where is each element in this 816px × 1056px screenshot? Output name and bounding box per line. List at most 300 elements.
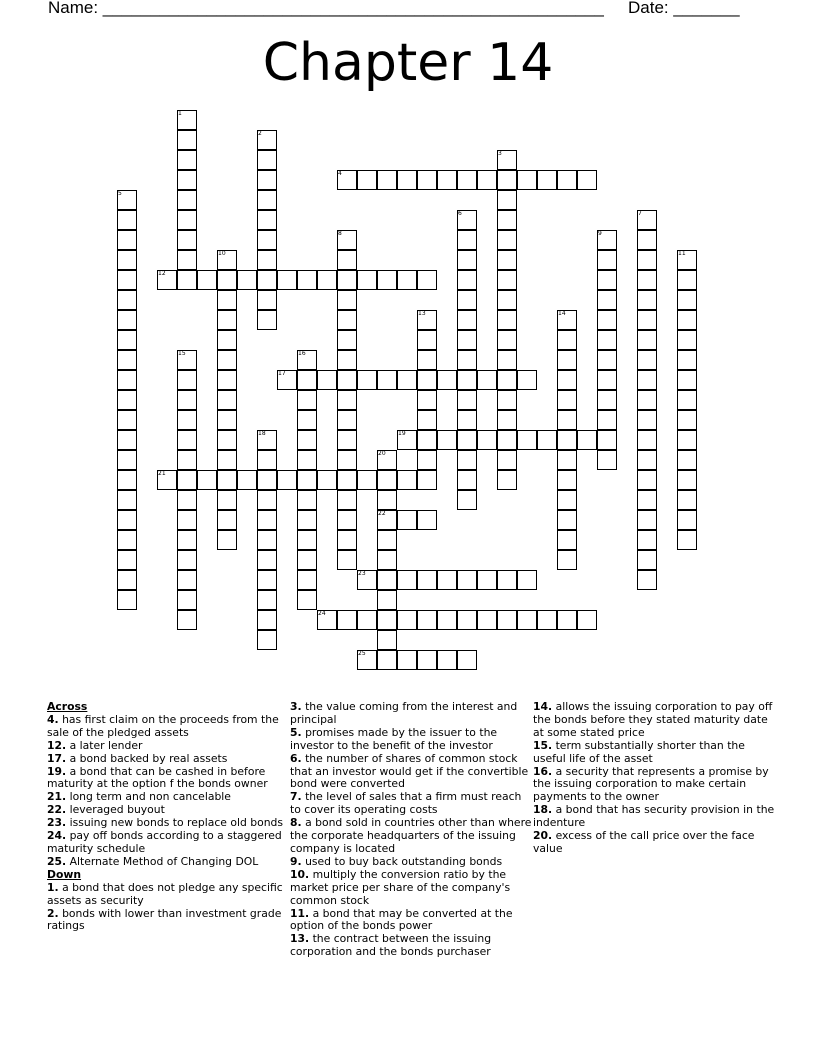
grid-cell[interactable] (257, 310, 277, 330)
grid-cell[interactable] (317, 610, 337, 630)
grid-cell[interactable] (277, 470, 297, 490)
grid-cell[interactable] (317, 270, 337, 290)
grid-cell[interactable] (417, 270, 437, 290)
grid-cell[interactable] (337, 270, 357, 290)
grid-cell[interactable] (457, 650, 477, 670)
grid-cell[interactable] (397, 610, 417, 630)
grid-cell[interactable] (497, 290, 517, 310)
grid-cell[interactable] (117, 590, 137, 610)
grid-cell[interactable] (257, 130, 277, 150)
grid-cell[interactable] (677, 510, 697, 530)
grid-cell[interactable] (637, 310, 657, 330)
grid-cell[interactable] (377, 610, 397, 630)
grid-cell[interactable] (177, 610, 197, 630)
grid-cell[interactable] (337, 310, 357, 330)
grid-cell[interactable] (677, 430, 697, 450)
grid-cell[interactable] (217, 330, 237, 350)
grid-cell[interactable] (637, 470, 657, 490)
grid-cell[interactable] (117, 530, 137, 550)
grid-cell[interactable] (297, 450, 317, 470)
grid-cell[interactable] (117, 470, 137, 490)
grid-cell[interactable] (177, 570, 197, 590)
grid-cell[interactable] (637, 230, 657, 250)
grid-cell[interactable] (317, 470, 337, 490)
grid-cell[interactable] (297, 590, 317, 610)
grid-cell[interactable] (297, 530, 317, 550)
grid-cell[interactable] (497, 150, 517, 170)
grid-cell[interactable] (597, 270, 617, 290)
grid-cell[interactable] (457, 290, 477, 310)
grid-cell[interactable] (517, 570, 537, 590)
grid-cell[interactable] (337, 170, 357, 190)
clue-number: 9. (290, 854, 302, 868)
grid-cell[interactable] (557, 530, 577, 550)
clue-number: 18. (533, 803, 553, 817)
grid-cell[interactable] (597, 410, 617, 430)
grid-cell[interactable] (497, 570, 517, 590)
grid-cell[interactable] (497, 250, 517, 270)
grid-cell[interactable] (117, 270, 137, 290)
grid-cell[interactable] (417, 510, 437, 530)
grid-cell[interactable] (177, 190, 197, 210)
grid-cell[interactable] (597, 350, 617, 370)
clue-number-label: 10 (218, 250, 226, 257)
grid-cell[interactable] (217, 350, 237, 370)
grid-cell[interactable] (397, 270, 417, 290)
grid-cell[interactable] (417, 450, 437, 470)
grid-cell[interactable] (677, 410, 697, 430)
grid-cell[interactable] (457, 210, 477, 230)
grid-cell[interactable] (297, 550, 317, 570)
grid-cell[interactable] (557, 390, 577, 410)
grid-cell[interactable] (297, 570, 317, 590)
grid-cell[interactable] (117, 570, 137, 590)
grid-cell[interactable] (557, 510, 577, 530)
grid-cell[interactable] (377, 550, 397, 570)
grid-cell[interactable] (637, 570, 657, 590)
grid-cell[interactable] (557, 550, 577, 570)
grid-cell[interactable] (497, 330, 517, 350)
grid-cell[interactable] (357, 470, 377, 490)
grid-cell[interactable] (677, 310, 697, 330)
grid-cell[interactable] (257, 550, 277, 570)
grid-cell[interactable] (217, 450, 237, 470)
grid-cell[interactable] (257, 270, 277, 290)
grid-cell[interactable] (397, 370, 417, 390)
grid-cell[interactable] (597, 290, 617, 310)
grid-cell[interactable] (237, 270, 257, 290)
grid-cell[interactable] (337, 550, 357, 570)
grid-cell[interactable] (497, 230, 517, 250)
grid-cell[interactable] (557, 610, 577, 630)
grid-cell[interactable] (637, 250, 657, 270)
grid-cell[interactable] (597, 450, 617, 470)
grid-cell[interactable] (477, 570, 497, 590)
grid-cell[interactable] (337, 290, 357, 310)
grid-cell[interactable] (397, 510, 417, 530)
grid-cell[interactable] (457, 270, 477, 290)
grid-cell[interactable] (577, 430, 597, 450)
grid-cell[interactable] (677, 470, 697, 490)
grid-cell[interactable] (597, 390, 617, 410)
grid-cell[interactable] (177, 270, 197, 290)
grid-cell[interactable] (117, 250, 137, 270)
grid-cell[interactable] (477, 610, 497, 630)
grid-cell[interactable] (117, 190, 137, 210)
grid-cell[interactable] (177, 130, 197, 150)
grid-cell[interactable] (377, 650, 397, 670)
grid-cell[interactable] (257, 530, 277, 550)
grid-cell[interactable] (177, 390, 197, 410)
grid-cell[interactable] (177, 250, 197, 270)
grid-cell[interactable] (337, 490, 357, 510)
grid-cell[interactable] (297, 350, 317, 370)
grid-cell[interactable] (637, 330, 657, 350)
grid-cell[interactable] (217, 370, 237, 390)
grid-cell[interactable] (217, 490, 237, 510)
grid-cell[interactable] (477, 370, 497, 390)
grid-cell[interactable] (597, 330, 617, 350)
grid-cell[interactable] (417, 410, 437, 430)
grid-cell[interactable] (177, 170, 197, 190)
grid-cell[interactable] (457, 250, 477, 270)
grid-cell[interactable] (117, 310, 137, 330)
grid-cell[interactable] (377, 450, 397, 470)
grid-cell[interactable] (417, 330, 437, 350)
grid-cell[interactable] (297, 390, 317, 410)
grid-cell[interactable] (497, 610, 517, 630)
grid-cell[interactable] (577, 170, 597, 190)
grid-cell[interactable] (637, 510, 657, 530)
grid-cell[interactable] (117, 490, 137, 510)
grid-cell[interactable] (457, 390, 477, 410)
grid-cell[interactable] (497, 170, 517, 190)
clue-text: a later lender (69, 738, 143, 752)
grid-cell[interactable] (417, 610, 437, 630)
grid-cell[interactable] (217, 510, 237, 530)
grid-cell[interactable] (677, 490, 697, 510)
grid-cell[interactable] (457, 230, 477, 250)
grid-cell[interactable] (257, 490, 277, 510)
grid-cell[interactable] (637, 210, 657, 230)
grid-cell[interactable] (637, 550, 657, 570)
clue-text: a security that represents a promise by the issuing corporation to make certain payments to the owner (533, 764, 769, 804)
grid-cell[interactable] (177, 470, 197, 490)
grid-cell[interactable] (557, 170, 577, 190)
grid-cell[interactable] (217, 530, 237, 550)
grid-cell[interactable] (337, 430, 357, 450)
grid-cell[interactable] (217, 310, 237, 330)
grid-cell[interactable] (377, 590, 397, 610)
grid-cell[interactable] (217, 470, 237, 490)
grid-cell[interactable] (337, 450, 357, 470)
grid-cell[interactable] (637, 410, 657, 430)
grid-cell[interactable] (677, 530, 697, 550)
grid-cell[interactable] (177, 230, 197, 250)
grid-cell[interactable] (117, 410, 137, 430)
grid-cell[interactable] (557, 410, 577, 430)
grid-cell[interactable] (257, 190, 277, 210)
grid-cell[interactable] (437, 650, 457, 670)
grid-cell[interactable] (377, 530, 397, 550)
grid-cell[interactable] (317, 370, 337, 390)
grid-cell[interactable] (677, 370, 697, 390)
grid-cell[interactable] (297, 410, 317, 430)
grid-cell[interactable] (257, 290, 277, 310)
grid-cell[interactable] (637, 270, 657, 290)
grid-cell[interactable] (117, 210, 137, 230)
grid-cell[interactable] (637, 490, 657, 510)
grid-cell[interactable] (457, 490, 477, 510)
grid-cell[interactable] (457, 430, 477, 450)
grid-cell[interactable] (637, 370, 657, 390)
grid-cell[interactable] (517, 370, 537, 390)
grid-cell[interactable] (437, 570, 457, 590)
grid-cell[interactable] (337, 230, 357, 250)
grid-cell[interactable] (177, 490, 197, 510)
grid-cell[interactable] (337, 330, 357, 350)
grid-cell[interactable] (457, 350, 477, 370)
grid-cell[interactable] (477, 430, 497, 450)
grid-cell[interactable] (457, 450, 477, 470)
grid-cell[interactable] (357, 170, 377, 190)
grid-cell[interactable] (557, 490, 577, 510)
grid-cell[interactable] (557, 310, 577, 330)
grid-cell[interactable] (677, 270, 697, 290)
grid-cell[interactable] (257, 430, 277, 450)
grid-cell[interactable] (257, 610, 277, 630)
grid-cell[interactable] (417, 570, 437, 590)
grid-cell[interactable] (117, 330, 137, 350)
grid-cell[interactable] (177, 110, 197, 130)
grid-cell[interactable] (457, 310, 477, 330)
grid-cell[interactable] (177, 430, 197, 450)
grid-cell[interactable] (557, 470, 577, 490)
grid-cell[interactable] (237, 470, 257, 490)
grid-cell[interactable] (457, 330, 477, 350)
grid-cell[interactable] (117, 450, 137, 470)
grid-cell[interactable] (217, 430, 237, 450)
grid-cell[interactable] (417, 370, 437, 390)
grid-cell[interactable] (637, 530, 657, 550)
grid-cell[interactable] (177, 450, 197, 470)
grid-cell[interactable] (377, 470, 397, 490)
grid-cell[interactable] (437, 610, 457, 630)
grid-cell[interactable] (417, 310, 437, 330)
grid-cell[interactable] (497, 370, 517, 390)
grid-cell[interactable] (377, 490, 397, 510)
grid-cell[interactable] (517, 430, 537, 450)
grid-cell[interactable] (337, 510, 357, 530)
grid-cell[interactable] (537, 610, 557, 630)
grid-cell[interactable] (257, 450, 277, 470)
grid-cell[interactable] (257, 570, 277, 590)
grid-cell[interactable] (497, 310, 517, 330)
grid-cell[interactable] (217, 290, 237, 310)
grid-cell[interactable] (577, 610, 597, 630)
grid-cell[interactable] (177, 410, 197, 430)
grid-cell[interactable] (377, 630, 397, 650)
grid-cell[interactable] (277, 370, 297, 390)
grid-cell[interactable] (597, 250, 617, 270)
grid-cell[interactable] (497, 390, 517, 410)
grid-cell[interactable] (397, 430, 417, 450)
grid-cell[interactable] (557, 350, 577, 370)
grid-cell[interactable] (637, 390, 657, 410)
grid-cell[interactable] (117, 430, 137, 450)
grid-cell[interactable] (537, 430, 557, 450)
grid-cell[interactable] (297, 430, 317, 450)
grid-cell[interactable] (217, 390, 237, 410)
grid-cell[interactable] (277, 270, 297, 290)
grid-cell[interactable] (397, 650, 417, 670)
grid-cell[interactable] (297, 470, 317, 490)
grid-cell[interactable] (597, 370, 617, 390)
grid-cell[interactable] (257, 510, 277, 530)
grid-cell[interactable] (257, 590, 277, 610)
grid-cell[interactable] (637, 430, 657, 450)
grid-cell[interactable] (377, 570, 397, 590)
grid-cell[interactable] (177, 370, 197, 390)
grid-cell[interactable] (177, 530, 197, 550)
grid-cell[interactable] (257, 630, 277, 650)
grid-cell[interactable] (177, 550, 197, 570)
grid-cell[interactable] (117, 390, 137, 410)
grid-cell[interactable] (417, 390, 437, 410)
grid-cell[interactable] (357, 610, 377, 630)
grid-cell[interactable] (337, 250, 357, 270)
grid-cell[interactable] (177, 350, 197, 370)
grid-cell[interactable] (297, 270, 317, 290)
grid-cell[interactable] (557, 450, 577, 470)
grid-cell[interactable] (257, 470, 277, 490)
grid-cell[interactable] (337, 530, 357, 550)
grid-cell[interactable] (557, 430, 577, 450)
grid-cell[interactable] (597, 310, 617, 330)
grid-cell[interactable] (497, 270, 517, 290)
grid-cell[interactable] (377, 170, 397, 190)
grid-cell[interactable] (117, 550, 137, 570)
grid-cell[interactable] (637, 450, 657, 470)
grid-cell[interactable] (297, 490, 317, 510)
grid-cell[interactable] (497, 470, 517, 490)
grid-cell[interactable] (457, 570, 477, 590)
grid-cell[interactable] (417, 470, 437, 490)
grid-cell[interactable] (417, 350, 437, 370)
grid-cell[interactable] (157, 270, 177, 290)
grid-cell[interactable] (437, 370, 457, 390)
grid-cell[interactable] (337, 610, 357, 630)
grid-cell[interactable] (297, 370, 317, 390)
grid-cell[interactable] (117, 370, 137, 390)
grid-cell[interactable] (677, 350, 697, 370)
grid-cell[interactable] (497, 430, 517, 450)
grid-cell[interactable] (497, 450, 517, 470)
grid-cell[interactable] (177, 590, 197, 610)
grid-cell[interactable] (517, 610, 537, 630)
grid-cell[interactable] (177, 150, 197, 170)
grid-cell[interactable] (257, 250, 277, 270)
grid-cell[interactable] (457, 170, 477, 190)
grid-cell[interactable] (337, 470, 357, 490)
grid-cell[interactable] (597, 430, 617, 450)
grid-cell[interactable] (217, 270, 237, 290)
grid-cell[interactable] (397, 570, 417, 590)
grid-cell[interactable] (497, 410, 517, 430)
grid-cell[interactable] (177, 210, 197, 230)
grid-cell[interactable] (397, 470, 417, 490)
grid-cell[interactable] (257, 150, 277, 170)
grid-cell[interactable] (377, 370, 397, 390)
clue-item (47, 766, 291, 792)
grid-cell[interactable] (417, 650, 437, 670)
grid-cell[interactable] (297, 510, 317, 530)
grid-cell[interactable] (117, 230, 137, 250)
grid-cell[interactable] (457, 410, 477, 430)
grid-cell[interactable] (117, 510, 137, 530)
grid-cell[interactable] (217, 250, 237, 270)
grid-cell[interactable] (257, 170, 277, 190)
grid-cell[interactable] (197, 470, 217, 490)
grid-cell[interactable] (337, 370, 357, 390)
grid-cell[interactable] (677, 330, 697, 350)
grid-cell[interactable] (637, 290, 657, 310)
grid-cell[interactable] (677, 290, 697, 310)
grid-cell[interactable] (117, 290, 137, 310)
grid-cell[interactable] (357, 650, 377, 670)
grid-cell[interactable] (357, 370, 377, 390)
grid-cell[interactable] (357, 270, 377, 290)
grid-cell[interactable] (497, 210, 517, 230)
grid-cell[interactable] (337, 390, 357, 410)
grid-cell[interactable] (457, 610, 477, 630)
grid-cell[interactable] (557, 330, 577, 350)
grid-cell[interactable] (497, 190, 517, 210)
grid-cell[interactable] (117, 350, 137, 370)
grid-cell[interactable] (477, 170, 497, 190)
grid-cell[interactable] (417, 170, 437, 190)
grid-cell[interactable] (357, 570, 377, 590)
grid-cell[interactable] (537, 170, 557, 190)
grid-cell[interactable] (557, 370, 577, 390)
grid-cell[interactable] (517, 170, 537, 190)
grid-cell[interactable] (497, 350, 517, 370)
grid-cell[interactable] (177, 510, 197, 530)
grid-cell[interactable] (197, 270, 217, 290)
grid-cell[interactable] (257, 210, 277, 230)
grid-cell[interactable] (217, 410, 237, 430)
grid-cell[interactable] (157, 470, 177, 490)
grid-cell[interactable] (677, 390, 697, 410)
grid-cell[interactable] (457, 370, 477, 390)
grid-cell[interactable] (377, 270, 397, 290)
grid-cell[interactable] (337, 410, 357, 430)
grid-cell[interactable] (257, 230, 277, 250)
grid-cell[interactable] (437, 170, 457, 190)
grid-cell[interactable] (637, 350, 657, 370)
clue-number: 19. (47, 764, 67, 778)
grid-cell[interactable] (377, 510, 397, 530)
grid-cell[interactable] (677, 450, 697, 470)
grid-cell[interactable] (457, 470, 477, 490)
grid-cell[interactable] (397, 170, 417, 190)
grid-cell[interactable] (337, 350, 357, 370)
clue-item (47, 856, 291, 869)
grid-cell[interactable] (417, 430, 437, 450)
grid-cell[interactable] (597, 230, 617, 250)
grid-cell[interactable] (437, 430, 457, 450)
grid-cell[interactable] (677, 250, 697, 270)
